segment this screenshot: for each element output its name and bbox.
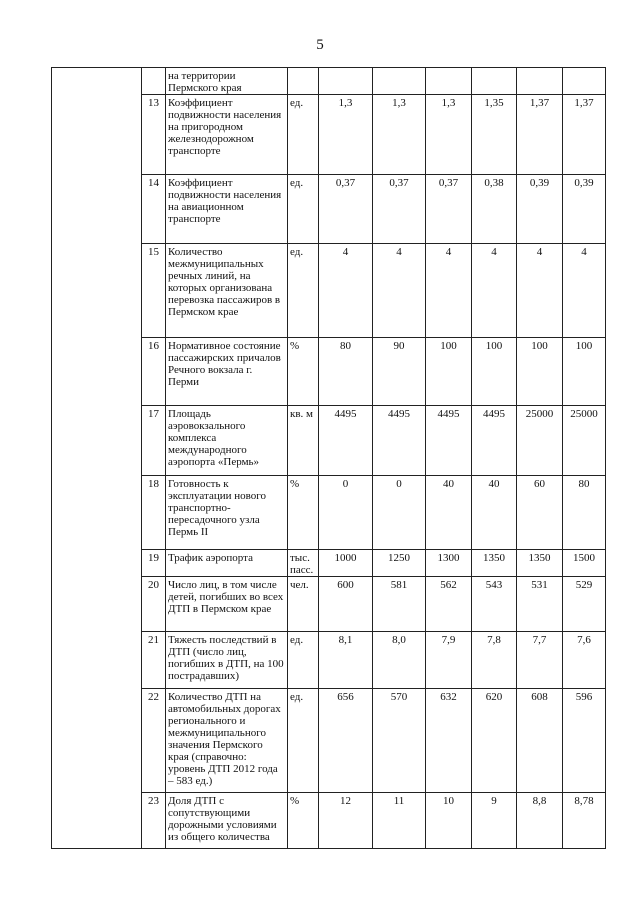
value-cell: 0,37 — [426, 175, 472, 244]
indicator-name: Трафик аэропорта — [166, 550, 288, 577]
value-cell: 60 — [517, 476, 563, 550]
value-cell: 25000 — [563, 406, 606, 476]
value-cell: 90 — [373, 338, 426, 406]
value-cell: 40 — [472, 476, 517, 550]
value-cell: 8,78 — [563, 793, 606, 849]
value-cell: 10 — [426, 793, 472, 849]
value-cell: 4 — [373, 244, 426, 338]
value-cell: 4 — [563, 244, 606, 338]
value-cell: 7,8 — [472, 632, 517, 689]
value-cell: 4 — [319, 244, 373, 338]
indicator-name: Готовность к эксплуатации нового транспортно-пересадочного узла Пермь II — [166, 476, 288, 550]
value-cell: 1350 — [472, 550, 517, 577]
value-cell: 529 — [563, 577, 606, 632]
indicator-name: Коэффициент подвижности населения на пригородном железнодорожном транспорте — [166, 95, 288, 175]
indicator-name: Количество межмуниципальных речных линий, на которых организована перевозка пассажиров в Пермском крае — [166, 244, 288, 338]
value-cell: 8,8 — [517, 793, 563, 849]
value-cell: 25000 — [517, 406, 563, 476]
value-cell: 8,1 — [319, 632, 373, 689]
value-cell: 7,6 — [563, 632, 606, 689]
indicator-name: Коэффициент подвижности населения на авиационном транспорте — [166, 175, 288, 244]
value-cell: 1300 — [426, 550, 472, 577]
value-cell: 7,7 — [517, 632, 563, 689]
value-cell: 600 — [319, 577, 373, 632]
unit-cell: ед. — [288, 175, 319, 244]
indicator-name: Доля ДТП с сопутствующими дорожными условиями из общего количества — [166, 793, 288, 849]
value-cell: 80 — [563, 476, 606, 550]
row-number — [142, 68, 166, 95]
row-number: 22 — [142, 689, 166, 793]
value-cell: 632 — [426, 689, 472, 793]
value-cell: 0 — [373, 476, 426, 550]
value-cell: 562 — [426, 577, 472, 632]
value-cell: 0,39 — [563, 175, 606, 244]
value-cell — [563, 68, 606, 95]
unit-cell: % — [288, 338, 319, 406]
value-cell — [472, 68, 517, 95]
value-cell: 40 — [426, 476, 472, 550]
page-number: 5 — [316, 37, 324, 53]
row-number: 21 — [142, 632, 166, 689]
row-number: 16 — [142, 338, 166, 406]
indicator-name: Площадь аэровокзального комплекса международного аэропорта «Пермь» — [166, 406, 288, 476]
value-cell: 100 — [563, 338, 606, 406]
indicator-name: Нормативное состояние пассажирских причалов Речного вокзала г. Перми — [166, 338, 288, 406]
value-cell: 12 — [319, 793, 373, 849]
row-number: 19 — [142, 550, 166, 577]
value-cell: 596 — [563, 689, 606, 793]
value-cell: 1,3 — [426, 95, 472, 175]
value-cell: 7,9 — [426, 632, 472, 689]
unit-cell: чел. — [288, 577, 319, 632]
value-cell: 570 — [373, 689, 426, 793]
value-cell: 4495 — [426, 406, 472, 476]
value-cell: 1,35 — [472, 95, 517, 175]
value-cell: 4495 — [319, 406, 373, 476]
value-cell: 1,3 — [373, 95, 426, 175]
value-cell: 1250 — [373, 550, 426, 577]
value-cell: 543 — [472, 577, 517, 632]
value-cell: 0,38 — [472, 175, 517, 244]
indicator-name: Тяжесть последствий в ДТП (число лиц, погибших в ДТП, на 100 пострадавших) — [166, 632, 288, 689]
value-cell — [517, 68, 563, 95]
blank-column-cell — [52, 68, 142, 849]
value-cell: 0,39 — [517, 175, 563, 244]
unit-cell — [288, 68, 319, 95]
value-cell: 1000 — [319, 550, 373, 577]
row-number: 13 — [142, 95, 166, 175]
value-cell: 100 — [472, 338, 517, 406]
value-cell: 4495 — [472, 406, 517, 476]
value-cell: 4 — [517, 244, 563, 338]
unit-cell: % — [288, 476, 319, 550]
row-number: 17 — [142, 406, 166, 476]
value-cell: 620 — [472, 689, 517, 793]
value-cell: 100 — [426, 338, 472, 406]
indicator-name: Число лиц, в том числе детей, погибших во всех ДТП в Пермском крае — [166, 577, 288, 632]
indicator-name: на территории Пермского края — [166, 68, 288, 95]
value-cell: 4 — [426, 244, 472, 338]
value-cell: 0,37 — [319, 175, 373, 244]
value-cell: 4495 — [373, 406, 426, 476]
value-cell: 1,37 — [517, 95, 563, 175]
indicator-name: Количество ДТП на автомобильных дорогах регионального и межмуниципального значения Пермского края (справочно: уровень ДТП 2012 года – 583 ед.) — [166, 689, 288, 793]
row-number: 23 — [142, 793, 166, 849]
indicators-table — [51, 67, 606, 849]
row-number: 18 — [142, 476, 166, 550]
value-cell — [319, 68, 373, 95]
value-cell: 100 — [517, 338, 563, 406]
unit-cell: ед. — [288, 95, 319, 175]
value-cell: 0 — [319, 476, 373, 550]
row-number: 15 — [142, 244, 166, 338]
value-cell: 1350 — [517, 550, 563, 577]
value-cell — [373, 68, 426, 95]
value-cell: 581 — [373, 577, 426, 632]
unit-cell: ед. — [288, 632, 319, 689]
value-cell: 11 — [373, 793, 426, 849]
table-row — [52, 68, 606, 95]
unit-cell: ед. — [288, 244, 319, 338]
value-cell: 80 — [319, 338, 373, 406]
unit-cell: % — [288, 793, 319, 849]
value-cell: 0,37 — [373, 175, 426, 244]
value-cell: 9 — [472, 793, 517, 849]
value-cell: 4 — [472, 244, 517, 338]
unit-cell: ед. — [288, 689, 319, 793]
value-cell: 656 — [319, 689, 373, 793]
value-cell: 531 — [517, 577, 563, 632]
value-cell: 8,0 — [373, 632, 426, 689]
unit-cell: тыс. пасс. — [288, 550, 319, 577]
value-cell: 1,3 — [319, 95, 373, 175]
value-cell: 1500 — [563, 550, 606, 577]
value-cell: 608 — [517, 689, 563, 793]
unit-cell: кв. м — [288, 406, 319, 476]
value-cell: 1,37 — [563, 95, 606, 175]
row-number: 14 — [142, 175, 166, 244]
value-cell — [426, 68, 472, 95]
row-number: 20 — [142, 577, 166, 632]
